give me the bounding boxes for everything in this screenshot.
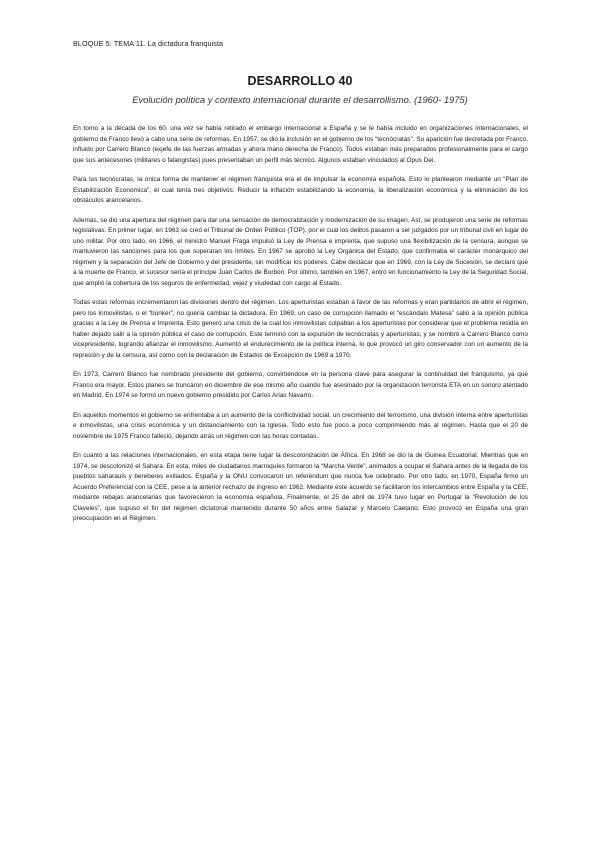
document-title: DESARROLLO 40 bbox=[247, 74, 353, 88]
paragraph-tecnocratas: En torno a la década de los 60, una vez se había retirado el embargo internacional a España y se le había incluido en organizaciones internacionales, el gobierno de Franco llevó a cabo una serie de reformas. En 1957, se dio la inclusión en el gobierno de los “tecnócratas”. Su aparición fue decretada por Franco, influido por Carrero Blanco (exjefe de las fuerzas armadas y ahora mano derecha de Franco). Todos estaban más preparados profesionalmente para el cargo que sus antecesores (militares o falangistas) pues presentaban un perfil más técnico. Algunos estaban vinculados al Opus Dei. bbox=[73, 125, 528, 164]
paragraph-plan-estabilizacion: Para los tecnócratas, la única forma de mantener el régimen franquista era el de impulsar la economía española. Esto lo plantearon mediante un “Plan de Estabilización Económica”, el cual tenía tres objetivos: Reducir la inflación estabilizando la economía, la liberalización económica y la eliminación de los obstáculos arancelarios. bbox=[73, 176, 528, 204]
document-header: BLOQUE 5: TEMA 11. La dictadura franquista bbox=[73, 39, 224, 48]
paragraph-carrero-blanco: En 1973, Carrero Blanco fue nombrado presidente del gobierno, convirtiéndose en la persona clave para asegurar la continuidad del franquismo, ya que Franco era mayor. Estos planes se truncaron en diciembre de ese mismo año cuando fue asesinado por la organización terrorista ETA en un sonoro atentado en Madrid. En 1974 se formó un nuevo gobierno presidido por Carlos Arias Navarro. bbox=[73, 371, 528, 399]
paragraph-divisiones-regimen: Todas estas reformas incrementaron las divisiones dentro del régimen. Los aperturistas estaban a favor de las reformas y eran partidarios de abrir el régimen, pero los inmovilistas, o el “búnker”, no quería cambiar la dictadura. En 1969, un caso de corrupción llamado el “escándalo Matesa” salió a la opinión pública gracias a la Ley de Prensa e Imprenta. Esto generó una crisis de la cual los inmovilistas culpaban a los aperturistas por considerar que el problema residía en haber dejado salir a la opinión pública el caso de corrupción. Este terminó con la expulsión de tecnócratas y aperturistas, y se nombró a Carrero Blanco como vicepresidente, logrando afianzar el inmovilismo. Aumentó el endurecimiento de la política interna, lo que provocó un giro conservador con un aumento de la represión y de la censura, así como con la declaración de Estados de Excepción de 1969 a 1970. bbox=[73, 299, 528, 359]
paragraph-relaciones-internacionales: En cuanto a las relaciones internacionales, en esta etapa tiene lugar la descolonización de África. En 1968 se dio la de Guinea Ecuatorial. Mientras que en 1974, se descolonizó el Sahara. En esta, miles de ciudadanos marroquíes formaron la “Marcha Verde”, animados a ocupar el Sahara antes de la llegada de los pueblos saharauis y bereberes exiliados. España y la ONU convocaron un referéndum que nunca fue celebrado. Por otro lado, en 1970, España firmó un Acuerdo Preferencial con la CEE, pese a la anterior rechazo de ingreso en 1962. Mediante este acuerdo se facilitaron los intercambios entre España y la CEE, mediante rebajas arancelarias que favorecieron la economía española. Finalmente, el 25 de abril de 1974 tuvo lugar en Portugal la “Revolución de los Claveles”, que supuso el fin del régimen dictatorial mantenido durante 50 años entre Salazar y Marcelo Caetano. Esto provocó en España una gran preocupación en el Régimen. bbox=[73, 452, 528, 522]
paragraph-crisis-final: En aquellos momentos el gobierno se enfrentaba a un aumento de la conflictividad social, un crecimiento del terrorismo, una división interna entre aperturistas e inmovilistas, una crisis económica y un distanciamiento con la Iglesia. Todo esto fue poco a poco comprimiendo más al régimen. Hasta que el 20 de noviembre de 1975 Franco falleció, dejando atrás un régimen con las horas contadas. bbox=[73, 411, 528, 440]
paragraph-apertura-regimen: Además, se dio una apertura del régimen para dar una sensación de democratización y modernización de su imagen. Así, se produjeron una serie de reformas legislativas. En primer lugar, en 1963 se creó el Tribunal de Orden Público (TOP), por el cual los delitos pasaron a ser juzgados por un tribunal civil en lugar de uno militar. Por otro lado, en 1966, el ministro Manuel Fraga impulsó la Ley de Prensa e imprenta, que supuso una flexibilización de la censura, aunque se mantuvieron las sanciones para los que superaran los límites. En 1967 se aprobó la Ley Orgánica del Estado, que confirmaba el carácter monárquico del régimen y la separación del Jefe de Gobierno y del presidente, sin modificar los poderes. Cabe destacar que en 1969, con la Ley de Sucesión, se declaró que a la muerte de Franco, el sucesor sería el príncipe Juan Carlos de Borbón. Por último, también en 1967, entró en funcionamiento la Ley de la Seguridad Social, que amplió la cobertura de los seguros de enfermedad, vejez y viudedad con cargo al Estado. bbox=[73, 216, 528, 287]
document-subtitle: Evolución política y contexto internacional durante el desarrollismo. (1960- 1975) bbox=[132, 94, 468, 105]
document-body bbox=[73, 124, 528, 534]
